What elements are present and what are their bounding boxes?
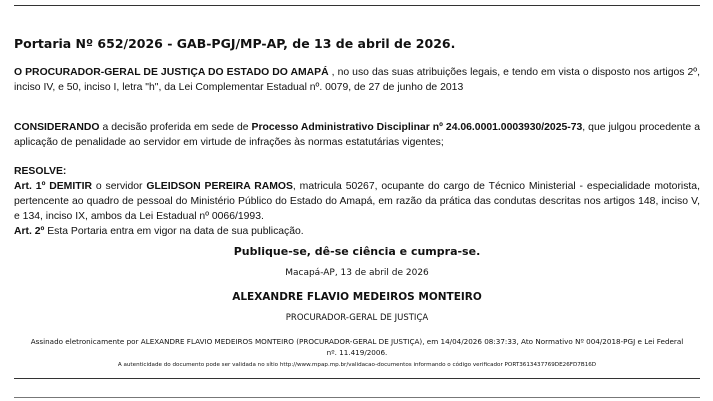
signer-role: PROCURADOR-GERAL DE JUSTIÇA xyxy=(285,313,429,323)
article-2 xyxy=(14,224,700,239)
bottom-divider xyxy=(14,378,700,379)
signer-name: ALEXANDRE FLAVIO MEDEIROS MONTEIRO xyxy=(232,291,482,303)
considerando-text: a decisão proferida em sede de xyxy=(99,122,252,133)
art1-text: o servidor xyxy=(91,181,147,192)
page-end-divider xyxy=(14,397,700,398)
art1-label: Art. 1º DEMITIR xyxy=(14,181,92,192)
signature-note: Assinado eletronicamente por ALEXANDRE FLAVIO MEDEIROS MONTEIRO (PROCURADOR-GERAL DE JUSTIÇA), em 14/04/2026 08:37:33, Ato Normativo Nº 004/2018-PGJ e Lei Federal nº. 11.419/2006. xyxy=(30,337,684,357)
authority-name: O PROCURADOR-GERAL DE JUSTIÇA DO ESTADO DO AMAPÁ xyxy=(14,67,329,78)
considerando-label: CONSIDERANDO xyxy=(14,122,100,133)
considerando-paragraph xyxy=(14,120,700,150)
resolve-label: RESOLVE: xyxy=(14,166,67,177)
authenticity-note: A autenticidade do documento pode ser validada no sítio http://www.mpap.mp.br/validacao-documentos informando o código verificador PORT3613437769DE26FD7B16D xyxy=(117,362,597,368)
process-number: Processo Administrativo Disciplinar nº 24.06.0001.0003930/2025-73 xyxy=(251,122,583,133)
art2-label: Art. 2º xyxy=(14,226,45,237)
document-title: Portaria Nº 652/2026 - GAB-PGJ/MP-AP, de 13 de abril de 2026. xyxy=(14,36,456,51)
server-name: GLEIDSON PEREIRA RAMOS xyxy=(146,181,293,192)
art2-text: Esta Portaria entra em vigor na data de sua publicação. xyxy=(44,226,304,237)
closing-formula: Publique-se, dê-se ciência e cumpra-se. xyxy=(233,245,481,258)
resolve-section xyxy=(14,164,700,239)
art1-text-end: , matricula 50267, ocupante do cargo de Técnico Ministerial - especialidade motorista, pertencente ao quadro de pessoal do Ministério Público do Estado do Amapá, em razão da prática das condutas descritas nos artigos 148, inciso V, e 134, inciso IX, ambos da Lei Estadual nº 0066/1993. xyxy=(14,181,700,222)
place-date: Macapá-AP, 13 de abril de 2026 xyxy=(285,268,429,278)
preamble-paragraph xyxy=(14,65,700,95)
considerando-text-end: , que julgou procedente a aplicação de penalidade ao servidor em virtude de infrações às normas estatutárias vigentes; xyxy=(14,122,700,148)
top-divider xyxy=(14,5,700,6)
preamble-text: , no uso das suas atribuições legais, e tendo em vista o disposto nos artigos 2º, inciso IV, e 50, inciso I, letra "h", da Lei Complementar Estadual nº. 0079, de 27 de junho de 2013 xyxy=(14,67,700,93)
article-1 xyxy=(14,179,700,224)
